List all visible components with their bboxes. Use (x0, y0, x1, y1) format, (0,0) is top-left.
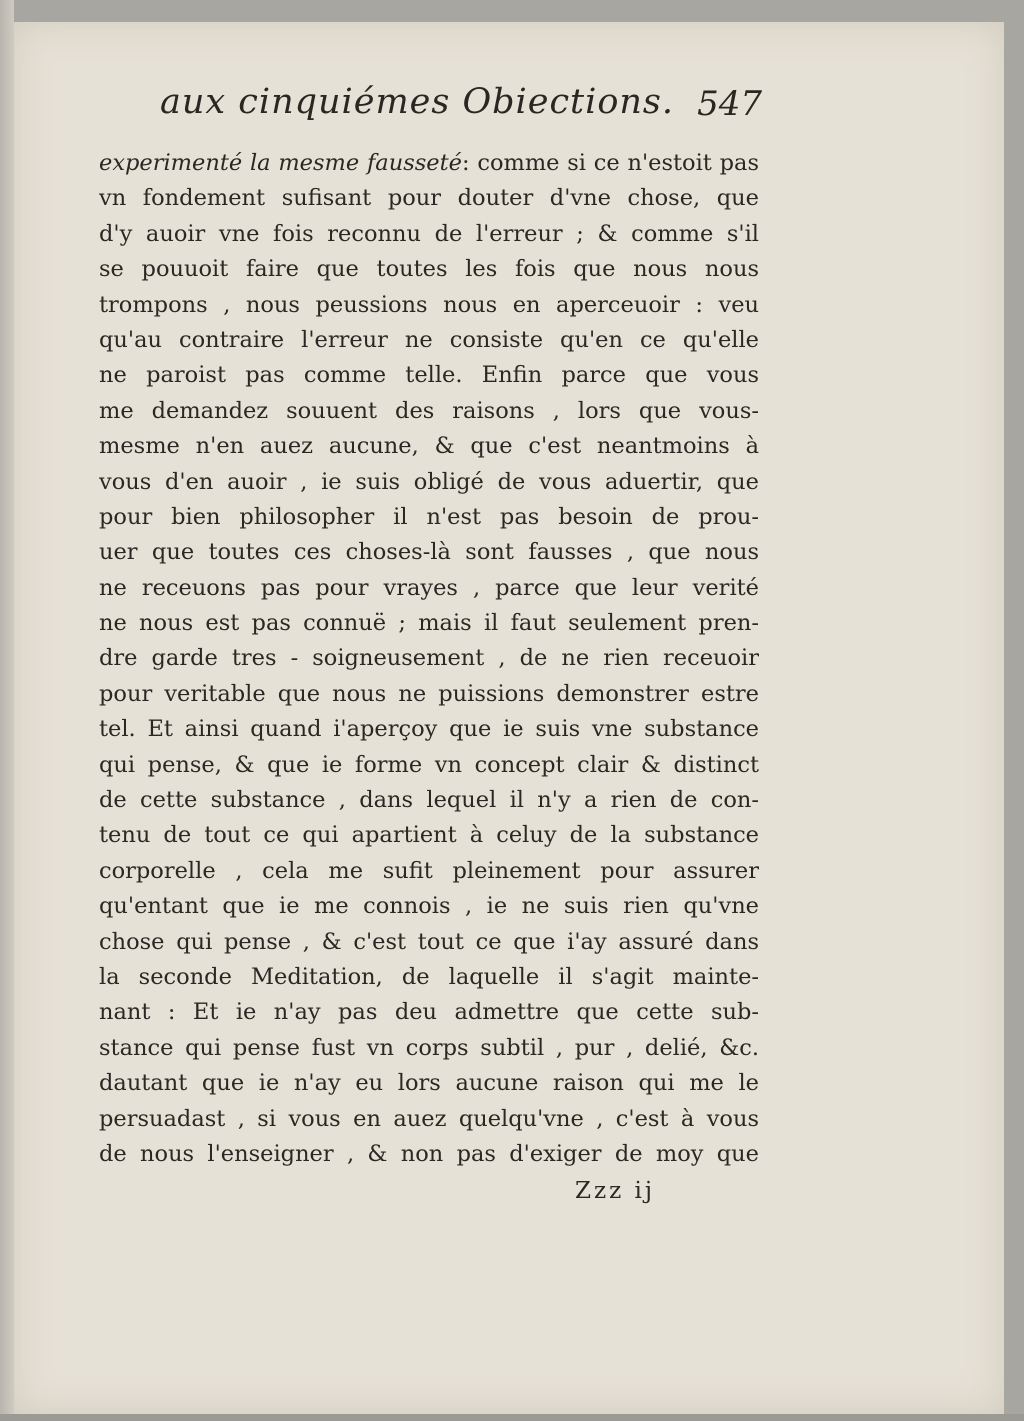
book-spine (0, 0, 14, 1421)
text-line: ne paroist pas comme telle. Enfin parce que vous (99, 362, 759, 389)
text-line: tel. Et ainsi quand i'aperçoy que ie suis vne substance (99, 716, 759, 743)
running-title: aux cinquiémes Obiections. (160, 82, 675, 122)
text-line: trompons , nous peussions nous en aperceuoir : veu (99, 291, 759, 318)
text-line: tenu de tout ce qui apartient à celuy de la substance (99, 822, 759, 849)
text-line: qu'entant que ie me connois , ie ne suis rien qu'vne (99, 893, 759, 920)
page-number: 547 (697, 84, 762, 124)
signature-mark: Zzz ij (575, 1178, 656, 1204)
text-line: me demandez souuent des raisons , lors que vous- (99, 397, 759, 424)
text-line: mesme n'en auez aucune, & que c'est neantmoins à (99, 433, 759, 460)
page-bottom-edge (0, 1414, 1024, 1421)
body-text (99, 146, 759, 1172)
text-line: vous d'en auoir , ie suis obligé de vous aduertir, que (99, 468, 759, 495)
text-line: pour veritable que nous ne puissions demonstrer estre (99, 680, 759, 707)
text-line: uer que toutes ces choses-là sont fausses , que nous (99, 539, 759, 566)
text-line: pour bien philosopher il n'est pas besoin de prou- (99, 503, 759, 530)
text-line: se pouuoit faire que toutes les fois que nous nous (99, 256, 759, 283)
text-line: qui pense, & que ie forme vn concept clair & distinct (99, 751, 759, 778)
text-line: persuadast , si vous en auez quelqu'vne , c'est à vous (99, 1105, 759, 1132)
text-line: nant : Et ie n'ay pas deu admettre que cette sub- (99, 999, 759, 1026)
text-line: de nous l'enseigner , & non pas d'exiger de moy que (99, 1140, 759, 1167)
italic-phrase: experimenté la mesme fausseté (99, 150, 462, 176)
text-line: la seconde Meditation, de laquelle il s'agit mainte- (99, 963, 759, 990)
text-line: de cette substance , dans lequel il n'y a rien de con- (99, 787, 759, 814)
text-line: corporelle , cela me sufit pleinement pour assurer (99, 857, 759, 884)
page-header (160, 82, 770, 132)
text-line: stance qui pense fust vn corps subtil , pur , delié, &c. (99, 1034, 759, 1061)
text-line: qu'au contraire l'erreur ne consiste qu'en ce qu'elle (99, 326, 759, 353)
text-line: ne nous est pas connuë ; mais il faut seulement pren- (99, 610, 759, 637)
text-line: ne receuons pas pour vrayes , parce que leur verité (99, 574, 759, 601)
text-line: dautant que ie n'ay eu lors aucune raison qui me le (99, 1070, 759, 1097)
text-line-rest: : comme si ce n'estoit pas (461, 150, 759, 176)
text-line: vn fondement sufisant pour douter d'vne chose, que (99, 185, 759, 212)
text-line (99, 146, 759, 181)
text-line: dre garde tres - soigneusement , de ne rien receuoir (99, 645, 759, 672)
text-line: chose qui pense , & c'est tout ce que i'ay assuré dans (99, 928, 759, 955)
text-line: d'y auoir vne fois reconnu de l'erreur ; & comme s'il (99, 220, 759, 247)
